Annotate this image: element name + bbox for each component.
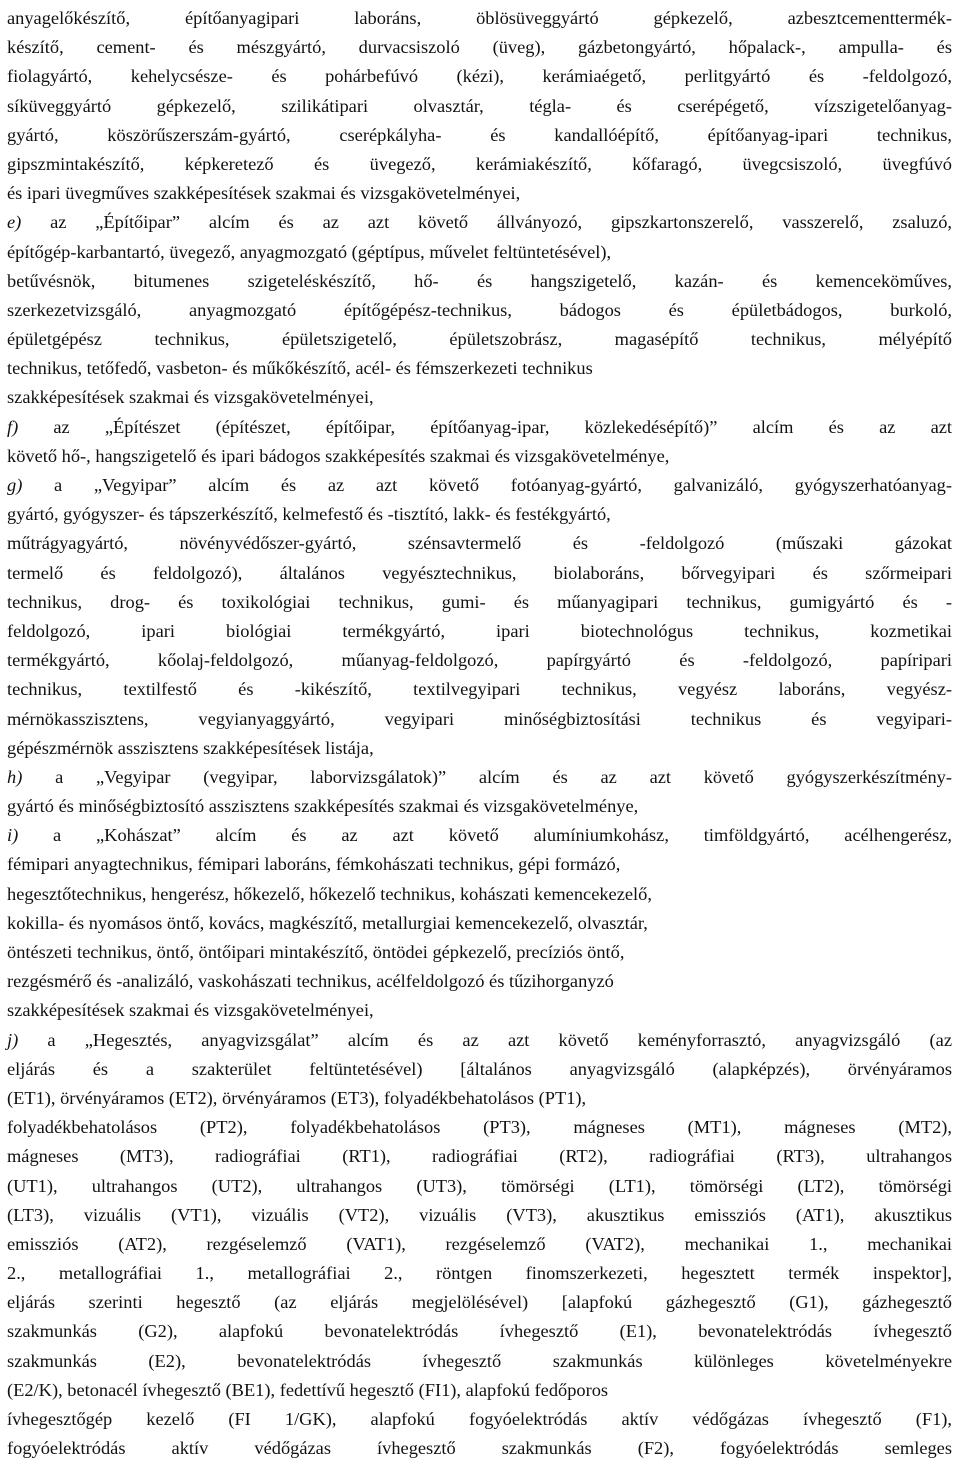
line-text: szerkezetvizsgáló, anyagmozgató építőgépész-technikus, bádogos és épületbádogos, burkoló, <box>7 299 952 320</box>
text-line <box>7 850 952 879</box>
line-text: épületgépész technikus, épületszigetelő, épületszobrász, magasépítő technikus, mélyépítő <box>7 329 952 350</box>
text-line <box>7 179 952 208</box>
line-text: fogyóelektródás aktív védőgázas ívhegesztő szakmunkás (F2), fogyóelektródás semleges <box>7 1438 952 1459</box>
text-line <box>7 1376 952 1405</box>
line-text: követő hő-, hangszigetelő és ipari bádogos szakképesítés szakmai és vizsgakövetelménye, <box>7 445 670 466</box>
text-line <box>7 413 952 442</box>
text-line <box>7 675 952 704</box>
text-line <box>7 267 952 296</box>
line-text: szakmunkás (G2), alapfokú bevonatelektródás ívhegesztő (E1), bevonatelektródás ívhegesztő <box>7 1321 952 1342</box>
list-label: i) <box>7 825 19 846</box>
text-line <box>7 1142 952 1171</box>
text-line <box>7 646 952 675</box>
line-text: gyártó, köszörűszerszám-gyártó, cserépkályha- és kandallóépítő, építőanyag-ipari technikus, <box>7 124 952 145</box>
line-text: kokilla- és nyomásos öntő, kovács, magkészítő, metallurgiai kemencekezelő, olvasztár, <box>7 912 648 933</box>
line-text: műtrágyagyártó, növényvédőszer-gyártó, szénsavtermelő és -feldolgozó (műszaki gázokat <box>7 533 952 554</box>
text-line <box>7 4 952 33</box>
line-text: eljárás és a szakterület feltüntetésével) [általános anyagvizsgáló (alapképzés), örvényáramos <box>7 1058 952 1079</box>
text-line <box>7 996 952 1025</box>
text-line <box>7 1172 952 1201</box>
line-text: az „Építőipar” alcím és az azt követő állványozó, gipszkartonszerelő, vasszerelő, zsaluzó, <box>21 212 952 233</box>
line-text: (E2/K), betonacél ívhegesztő (BE1), fedettívű hegesztő (FI1), alapfokú fedőporos <box>7 1379 609 1400</box>
list-label: h) <box>7 766 23 787</box>
text-line <box>7 734 952 763</box>
line-text: az „Építészet (építészet, építőipar, építőanyag-ipar, közlekedésépítő)” alcím és az azt <box>18 416 952 437</box>
text-line <box>7 1113 952 1142</box>
line-text: folyadékbehatolásos (PT2), folyadékbehatolásos (PT3), mágneses (MT1), mágneses (MT2), <box>7 1117 952 1138</box>
text-line <box>7 529 952 558</box>
line-text: hegesztőtechnikus, hengerész, hőkezelő, hőkezelő technikus, kohászati kemencekezelő, <box>7 883 652 904</box>
line-text: mágneses (MT3), radiográfiai (RT1), radiográfiai (RT2), radiográfiai (RT3), ultrahangos <box>7 1146 952 1167</box>
line-text: rezgésmérő és -analizáló, vaskohászati technikus, acélfeldolgozó és tűzihorganyzó <box>7 971 614 992</box>
line-text: termelő és feldolgozó), általános vegyésztechnikus, biolaboráns, bőrvegyipari és szőrmeipari <box>7 562 952 583</box>
line-text: öntészeti technikus, öntő, öntőipari mintakészítő, öntödei gépkezelő, precíziós öntő, <box>7 942 625 962</box>
text-line <box>7 938 952 967</box>
text-line <box>7 1055 952 1084</box>
line-text: 2., metallográfiai 1., metallográfiai 2., röntgen finomszerkezeti, hegesztett termék inspektor], <box>7 1263 952 1284</box>
list-label: e) <box>7 212 22 233</box>
text-line <box>7 383 952 412</box>
text-line <box>7 909 952 938</box>
text-line <box>7 617 952 646</box>
text-line <box>7 62 952 91</box>
text-line <box>7 92 952 121</box>
text-line <box>7 1259 952 1288</box>
line-text: síküveggyártó gépkezelő, szilikátipari olvasztár, tégla- és cserépégető, vízszigetelőanyag- <box>7 95 952 116</box>
text-line <box>7 559 952 588</box>
line-text: betűvésnök, bitumenes szigeteléskészítő, hő- és hangszigetelő, kazán- és kemenceköműves, <box>7 270 952 291</box>
text-line <box>7 1201 952 1230</box>
text-line <box>7 238 952 267</box>
line-text: a „Kohászat” alcím és az azt követő alumíniumkohász, timföldgyártó, acélhengerész, <box>18 825 952 846</box>
text-line <box>7 763 952 792</box>
text-line <box>7 150 952 179</box>
text-line <box>7 442 952 471</box>
line-text: gipszmintakészítő, képkeretező és üvegező, kerámiakészítő, kőfaragó, üvegcsiszoló, üvegfúvó <box>7 153 952 174</box>
text-line <box>7 296 952 325</box>
line-text: szakképesítések szakmai és vizsgakövetelményei, <box>7 1000 374 1021</box>
text-line <box>7 33 952 62</box>
text-line <box>7 1347 952 1376</box>
line-text: a „Vegyipar (vegyipar, laborvizsgálatok)” alcím és az azt követő gyógyszerkészítmény- <box>22 766 952 787</box>
text-line <box>7 325 952 354</box>
text-line <box>7 1405 952 1434</box>
text-line <box>7 821 952 850</box>
line-text: szakmunkás (E2), bevonatelektródás ívhegesztő szakmunkás különleges követelményekre <box>7 1350 952 1371</box>
text-line <box>7 121 952 150</box>
line-text: és ipari üvegműves szakképesítések szakmai és vizsgakövetelményei, <box>7 183 521 204</box>
line-text: fémipari anyagtechnikus, fémipari laboráns, fémkohászati technikus, gépi formázó, <box>7 854 621 875</box>
list-label: j) <box>7 1029 19 1050</box>
list-label: g) <box>7 475 23 495</box>
line-text: a „Vegyipar” alcím és az azt követő fotóanyag-gyártó, galvanizáló, gyógyszerhatóanyag- <box>22 475 952 495</box>
line-text: gyártó és minőségbiztosító asszisztens szakképesítés szakmai és vizsgakövetelménye, <box>7 796 639 817</box>
line-text: technikus, drog- és toxikológiai technikus, gumi- és műanyagipari technikus, gumigyártó és - <box>7 591 952 612</box>
text-line <box>7 1084 952 1113</box>
text-line <box>7 208 952 237</box>
line-text: eljárás szerinti hegesztő (az eljárás megjelölésével) [alapfokú gázhegesztő (G1), gázhegesztő <box>7 1292 952 1313</box>
text-line <box>7 1230 952 1259</box>
line-text: termékgyártó, kőolaj-feldolgozó, műanyag-feldolgozó, papírgyártó és -feldolgozó, papíripari <box>7 650 952 671</box>
line-text: készítő, cement- és mészgyártó, durvacsiszoló (üveg), gázbetongyártó, hőpalack-, ampulla- és <box>7 37 952 58</box>
text-line <box>7 1026 952 1055</box>
line-text: feldolgozó, ipari biológiai termékgyártó, ipari biotechnológus technikus, kozmetikai <box>7 620 952 641</box>
text-line <box>7 1288 952 1317</box>
line-text: technikus, textilfestő és -kikészítő, textilvegyipari technikus, vegyész laboráns, vegyész- <box>7 679 952 700</box>
line-text: gépészmérnök asszisztens szakképesítések listája, <box>7 737 374 758</box>
line-text: emissziós (AT2), rezgéselemző (VAT1), rezgéselemző (VAT2), mechanikai 1., mechanikai <box>7 1233 952 1254</box>
line-text: szakképesítések szakmai és vizsgakövetelményei, <box>7 387 374 408</box>
line-text: mérnökasszisztens, vegyianyaggyártó, vegyipari minőségbiztosítási technikus és vegyipari- <box>7 708 952 729</box>
text-line <box>7 967 952 996</box>
text-line <box>7 792 952 821</box>
line-text: (LT3), vizuális (VT1), vizuális (VT2), vizuális (VT3), akusztikus emissziós (AT1), akusztikus <box>7 1204 952 1225</box>
text-line <box>7 880 952 909</box>
line-text: gyártó, gyógyszer- és tápszerkészítő, kelmefestő és -tisztító, lakk- és festékgyártó, <box>7 504 611 525</box>
text-line <box>7 500 952 529</box>
text-line <box>7 588 952 617</box>
line-text: ívhegesztőgép kezelő (FI 1/GK), alapfokú fogyóelektródás aktív védőgázas ívhegesztő (F1), <box>7 1409 952 1429</box>
line-text: (ET1), örvényáramos (ET2), örvényáramos (ET3), folyadékbehatolásos (PT1), <box>7 1087 587 1108</box>
line-text: építőgép-karbantartó, üvegező, anyagmozgató (géptípus, művelet feltüntetésével), <box>7 241 612 262</box>
text-line <box>7 471 952 500</box>
line-text: fiolagyártó, kehelycsésze- és pohárbefúvó (kézi), kerámiaégető, perlitgyártó és -feldolgozó, <box>7 66 952 87</box>
line-text: anyagelőkészítő, építőanyagipari laboráns, öblösüveggyártó gépkezelő, azbesztcementtermék- <box>7 8 952 28</box>
text-line <box>7 1317 952 1346</box>
text-line <box>7 354 952 383</box>
line-text: a „Hegesztés, anyagvizsgálat” alcím és az azt követő keményforrasztó, anyagvizsgáló (az <box>18 1029 952 1050</box>
text-line <box>7 1434 952 1463</box>
text-line <box>7 705 952 734</box>
list-label: f) <box>7 416 19 437</box>
line-text: technikus, tetőfedő, vasbeton- és műkőkészítő, acél- és fémszerkezeti technikus <box>7 358 593 379</box>
line-text: (UT1), ultrahangos (UT2), ultrahangos (UT3), tömörségi (LT1), tömörségi (LT2), tömörségi <box>7 1175 952 1196</box>
